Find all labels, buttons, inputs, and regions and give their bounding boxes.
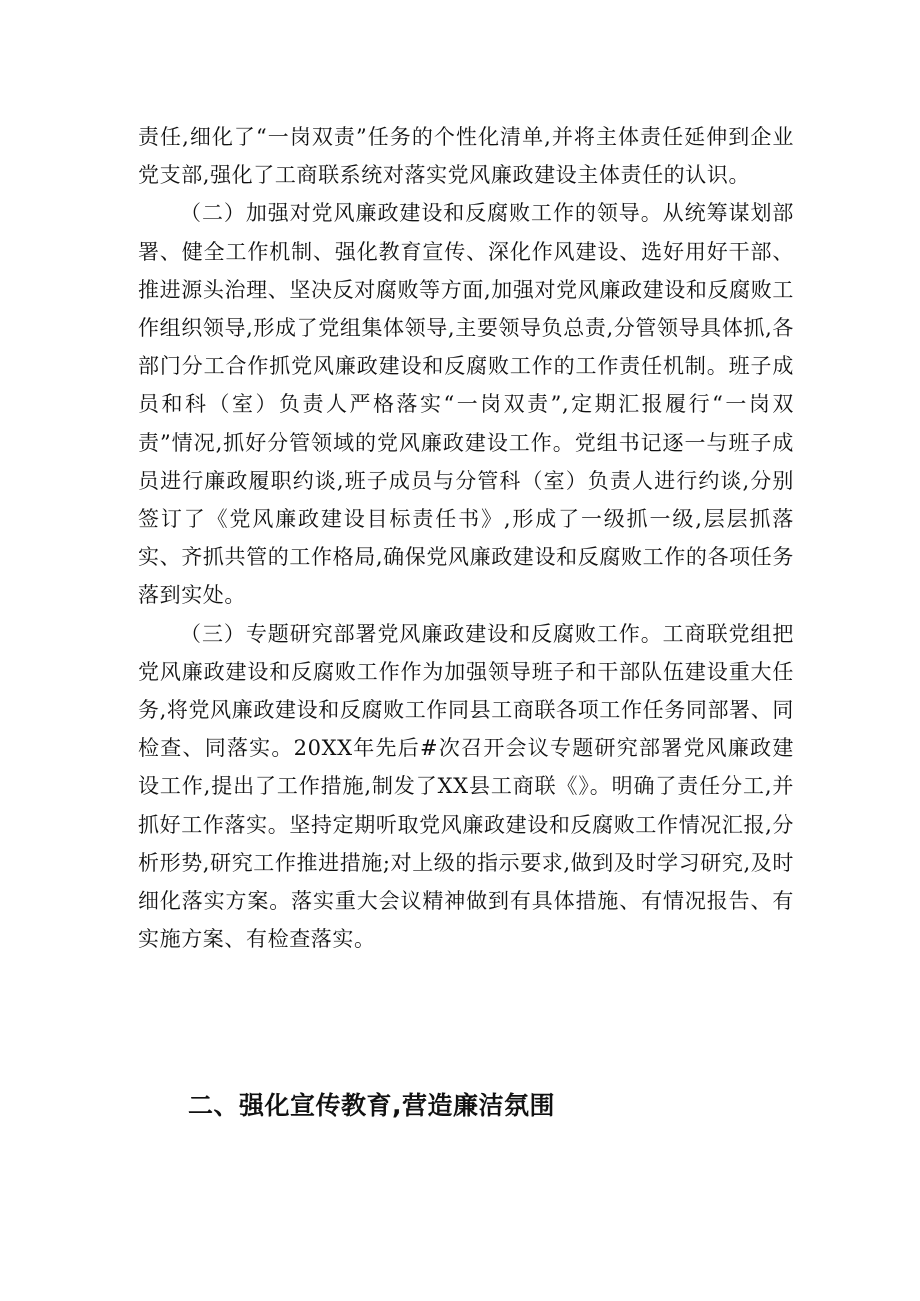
paragraph-continuation: 责任,细化了“一岗双责”任务的个性化清单,并将主体责任延伸到企业党支部,强化了工商联系统对落实党风廉政建设主体责任的认识。 bbox=[138, 125, 794, 188]
paragraph-section-2: （二）加强对党风廉政建设和反腐败工作的领导。从统筹谋划部署、健全工作机制、强化教育宣传、深化作风建设、选好用好干部、推进源头治理、坚决反对腐败等方面,加强对党风廉政建设和反腐败工作组织领导,形成了党组集体领导,主要领导负总责,分管领导具体抓,各部门分工合作抓党风廉政建设和反腐败工作的工作责任机制。班子成员和科（室）负责人严格落实“一岗双责”,定期汇报履行“一岗双责”情况,抓好分管领域的党风廉政建设工作。党组书记逐一与班子成员进行廉政履职约谈,班子成员与分管科（室）负责人进行约谈,分别签订了《党风廉政建设目标责任书》,形成了一级抓一级,层层抓落实、齐抓共管的工作格局,确保党风廉政建设和反腐败工作的各项任务落到实处。 bbox=[138, 201, 794, 608]
paragraph-section-3: （三）专题研究部署党风廉政建设和反腐败工作。工商联党组把党风廉政建设和反腐败工作作为加强领导班子和干部队伍建设重大任务,将党风廉政建设和反腐败工作同县工商联各项工作任务同部署、同检查、同落实。20XX年先后#次召开会议专题研究部署党风廉政建设工作,提出了工作措施,制发了XX县工商联《》。明确了责任分工,并抓好工作落实。坚持定期听取党风廉政建设和反腐败工作情况汇报,分析形势,研究工作推进措施;对上级的指示要求,做到及时学习研究,及时细化落实方案。落实重大会议精神做到有具体措施、有情况报告、有实施方案、有检查落实。 bbox=[138, 621, 794, 952]
document-body bbox=[138, 118, 794, 958]
section-heading: 二、强化宣传教育,营造廉洁氛围 bbox=[188, 1091, 555, 1120]
